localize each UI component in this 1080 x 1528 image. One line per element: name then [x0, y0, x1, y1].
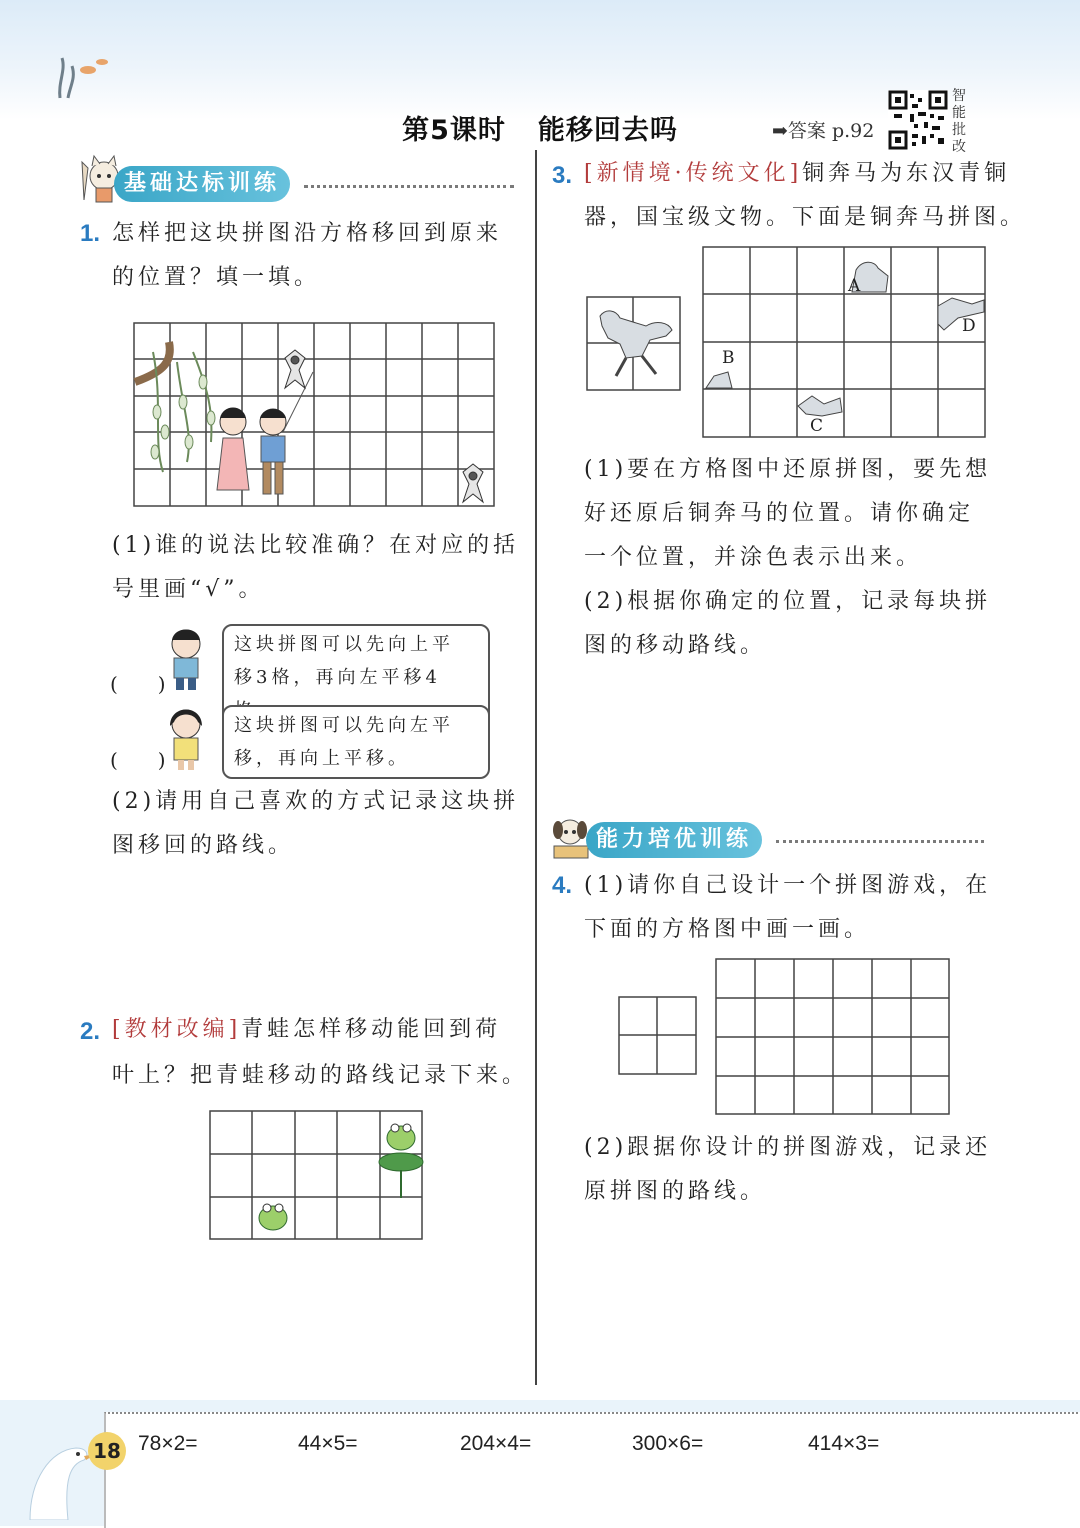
section-dots-advanced: [776, 840, 984, 843]
answer-paren-1[interactable]: ( ): [110, 672, 166, 696]
frog-icon: [259, 1204, 287, 1230]
fish-decoration-icon: [48, 52, 118, 102]
q4-small-grid: [618, 996, 698, 1076]
q1-sub2-line1: (2)请用自己喜欢的方式记录这块拼: [112, 789, 520, 814]
q2-text-line2: 叶上？把青蛙移动的路线记录下来。: [112, 1063, 529, 1088]
q1-sub1-line1: (1)谁的说法比较准确？在对应的括: [112, 533, 520, 558]
section-advanced-ribbon: 能力培优训练: [586, 822, 762, 858]
girl-avatar-icon: [164, 704, 212, 772]
children-illustration: [217, 372, 313, 494]
willow-tree-illustration: [135, 342, 215, 472]
label-d: D: [962, 316, 976, 336]
label-c: C: [810, 416, 824, 436]
q2-text-line1: [教材改编]青蛙怎样移动能回到荷: [112, 1017, 502, 1042]
kite-piece-target-illustration: [463, 464, 483, 502]
qr-code-icon[interactable]: [888, 90, 948, 150]
q3-sub1-line2: 好还原后铜奔马的位置。请你确定: [584, 501, 975, 526]
calc-item-2[interactable]: 44×5=: [298, 1432, 358, 1455]
q1-sub2-line2: 图移回的路线。: [112, 833, 295, 858]
footer-calc-area: [104, 1412, 1080, 1528]
q3-sub1-line3: 一个位置，并涂色表示出来。: [584, 545, 923, 570]
q3-text-line1: [新情境·传统文化]铜奔马为东汉青铜: [584, 161, 1011, 186]
page-title: 第5课时 能移回去吗: [402, 115, 678, 146]
q2-grid: [209, 1110, 425, 1242]
page-number: 18: [88, 1432, 126, 1470]
horse-piece-b-icon: [706, 372, 732, 388]
horse-piece-c-icon: [798, 396, 842, 416]
q1-number: 1.: [80, 220, 101, 247]
q4-sub2-line2: 原拼图的路线。: [584, 1179, 767, 1204]
q2-tag: [教材改编]: [112, 1017, 242, 1042]
q3-text-line2: 器，国宝级文物。下面是铜奔马拼图。: [584, 205, 1027, 230]
q1-text-line1: 怎样把这块拼图沿方格移回到原来: [112, 221, 503, 246]
q4-sub2-line1: (2)跟据你设计的拼图游戏，记录还: [584, 1135, 992, 1160]
calc-item-1[interactable]: 78×2=: [138, 1432, 198, 1455]
calc-item-3[interactable]: 204×4=: [460, 1432, 532, 1455]
kite-at-start-illustration: [285, 350, 305, 388]
horse-puzzle-whole: [586, 296, 682, 392]
q4-text-line1: (1)请你自己设计一个拼图游戏，在: [584, 873, 992, 898]
column-divider: [535, 150, 537, 1385]
q4-number: 4.: [552, 872, 573, 899]
lily-pad-frog-icon: [379, 1124, 423, 1198]
q1-text-line2: 的位置？填一填。: [112, 265, 321, 290]
horse-piece-d-icon: [938, 298, 984, 330]
calc-item-5[interactable]: 414×3=: [808, 1432, 880, 1455]
calc-item-4[interactable]: 300×6=: [632, 1432, 704, 1455]
q3-sub1-line1: (1)要在方格图中还原拼图，要先想: [584, 457, 992, 482]
q3-sub2-line1: (2)根据你确定的位置，记录每块拼: [584, 589, 992, 614]
q4-text-line2: 下面的方格图中画一画。: [584, 917, 871, 942]
bird-decoration-icon: [20, 1420, 100, 1520]
q3-grid: [702, 246, 988, 440]
section-basic-ribbon: 基础达标训练: [114, 166, 290, 202]
smart-grading-label: 智 能 批 改: [952, 88, 966, 155]
q3-number: 3.: [552, 162, 573, 189]
label-a: A: [848, 276, 861, 296]
q3-sub2-line2: 图的移动路线。: [584, 633, 767, 658]
answer-paren-2[interactable]: ( ): [110, 748, 166, 772]
q1-grid: [133, 322, 497, 508]
q4-large-grid[interactable]: [715, 958, 951, 1116]
q1-sub1-line2: 号里画“√”。: [112, 577, 265, 602]
speech-bubble-1: 这块拼图可以先向上平 移3格，再向左平移4: [222, 624, 490, 731]
q3-tag: [新情境·传统文化]: [584, 161, 803, 186]
section-dots: [304, 185, 514, 188]
boy-avatar-icon: [164, 624, 212, 692]
q2-number: 2.: [80, 1018, 101, 1045]
speech-bubble-2: 这块拼图可以先向左平 移，再向上平移。: [222, 705, 490, 779]
label-b: B: [722, 348, 735, 368]
answer-reference[interactable]: ➡答案 p.92: [772, 120, 875, 142]
